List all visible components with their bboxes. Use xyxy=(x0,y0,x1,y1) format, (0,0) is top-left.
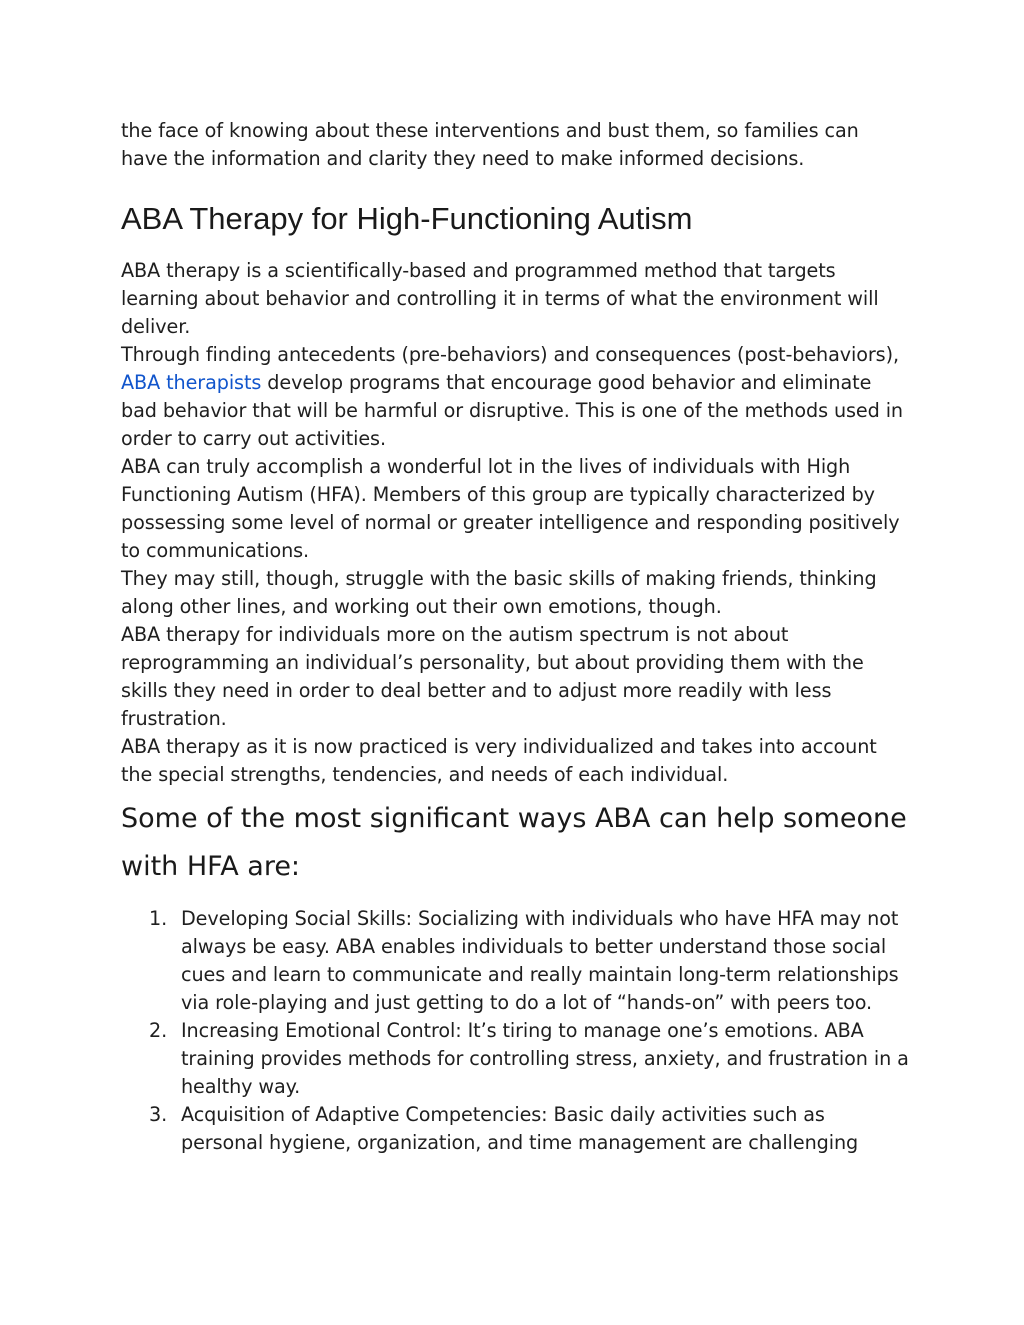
paragraph-spectrum: ABA therapy for individuals more on the autism spectrum is not about reprogramming an individual’s personality, but about providing them with the skills they need in order to deal better and to adjust more readily with less frustration. xyxy=(121,623,864,730)
paragraph-text: develop programs that encourage good behavior and eliminate bad behavior that will be harmful or disruptive. This is one of the methods used in order to carry out activities. xyxy=(121,371,903,450)
paragraph-struggles: They may still, though, struggle with the basic skills of making friends, thinking along other lines, and working out their own emotions, though. xyxy=(121,567,877,618)
list-item-number: 2. xyxy=(149,1019,168,1042)
list-item-text: Acquisition of Adaptive Competencies: Basic daily activities such as personal hygiene, organization, and time management are challenging xyxy=(181,1103,859,1154)
ways-list xyxy=(121,905,911,1157)
paragraph-hfa: ABA can truly accomplish a wonderful lot in the lives of individuals with High Functioning Autism (HFA). Members of this group are typically characterized by possessing some level of normal or greater intelligence and responding positively to communications. xyxy=(121,455,900,562)
list-item xyxy=(121,1101,911,1157)
list-item-text: Developing Social Skills: Socializing with individuals who have HFA may not always be easy. ABA enables individuals to better understand those social cues and learn to communicate and really maintain long-term relationships via role-playing and just getting to do a lot of “hands-on” with peers too. xyxy=(181,907,899,1014)
list-item-text: Increasing Emotional Control: It’s tiring to manage one’s emotions. ABA training provides methods for controlling stress, anxiety, and frustration in a healthy way. xyxy=(181,1019,909,1098)
section-heading: ABA Therapy for High-Functioning Autism xyxy=(121,201,693,236)
paragraph-antecedents xyxy=(121,341,911,453)
list-item xyxy=(121,1017,911,1101)
subsection-heading: Some of the most significant ways ABA can help someone with HFA are: xyxy=(121,803,907,882)
paragraph-text: Through finding antecedents (pre-behaviors) and consequences (post-behaviors), xyxy=(121,343,899,366)
document-page xyxy=(121,117,911,1157)
list-item-number: 3. xyxy=(149,1103,168,1126)
intro-paragraph: the face of knowing about these interventions and bust them, so families can have the information and clarity they need to make informed decisions. xyxy=(121,119,859,170)
list-item-number: 1. xyxy=(149,907,168,930)
list-item xyxy=(121,905,911,1017)
aba-therapists-link[interactable]: ABA therapists xyxy=(121,371,262,394)
paragraph-aba-definition: ABA therapy is a scientifically-based and programmed method that targets learning about behavior and controlling it in terms of what the environment will deliver. xyxy=(121,259,879,338)
paragraph-individualized: ABA therapy as it is now practiced is very individualized and takes into account the special strengths, tendencies, and needs of each individual. xyxy=(121,735,877,786)
